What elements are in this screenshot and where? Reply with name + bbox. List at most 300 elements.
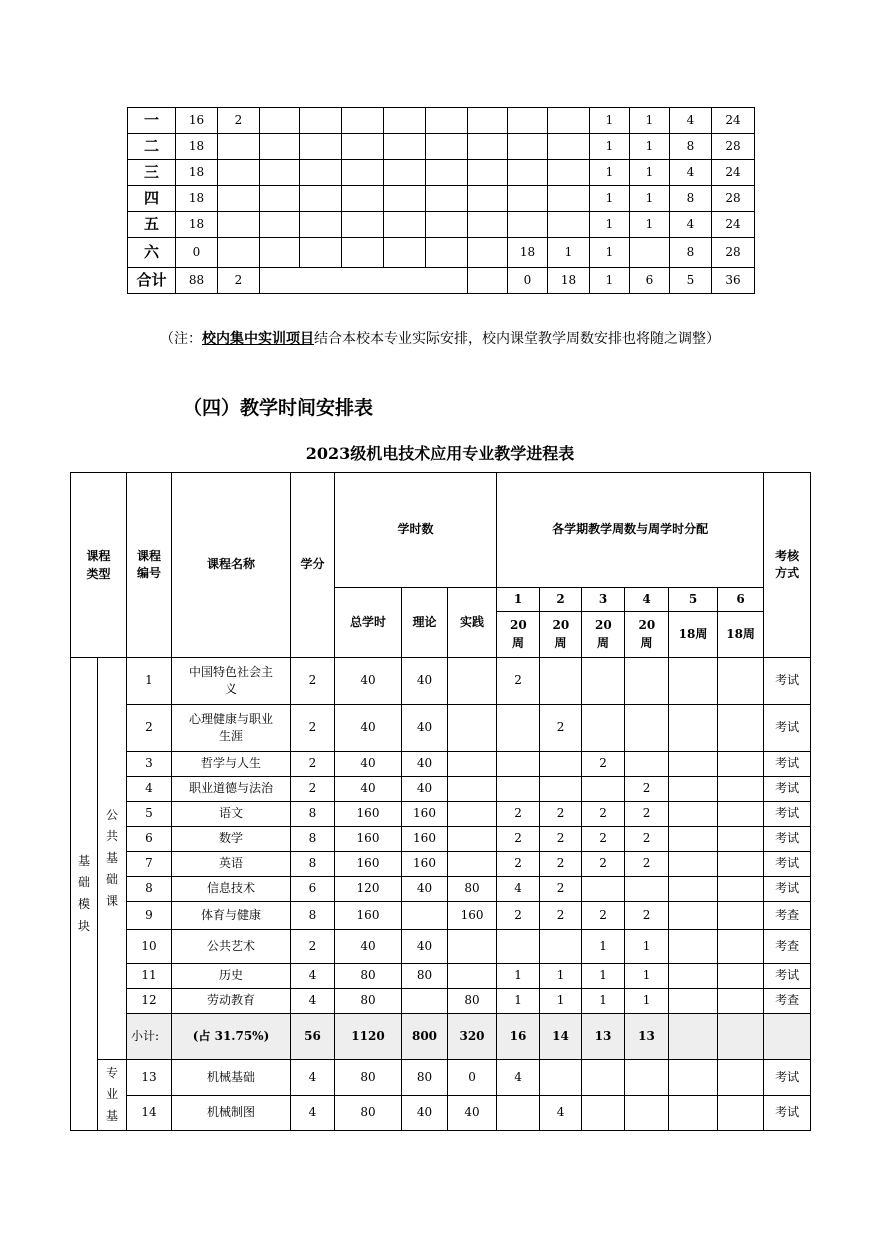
subtotal-semester-hours: 13 [625,1014,669,1060]
note-underlined: 校内集中实训项目 [202,331,314,347]
semester-hours: 4 [497,1060,540,1096]
course-practice-hours: 0 [448,1060,497,1096]
course-name: 心理健康与职业生涯 [172,705,291,752]
course-row [71,777,811,802]
semester-cell [508,186,548,212]
course-row [71,802,811,827]
course-code: 4 [127,777,172,802]
semester-row-label: 一 [128,108,176,134]
semester-num: 2 [540,588,582,612]
semester-cell [384,108,426,134]
semester-hours: 2 [582,802,625,827]
course-name: 体育与健康 [172,902,291,930]
course-theory-hours: 160 [402,852,448,877]
semester-cell [218,186,260,212]
course-name: 历史 [172,964,291,989]
semester-cell [218,160,260,186]
course-name: 机械制图 [172,1096,291,1131]
semester-hours: 1 [625,964,669,989]
course-total-hours: 80 [335,989,402,1014]
course-exam: 考试 [764,752,811,777]
total-cell: 88 [176,268,218,294]
semester-cell [426,160,468,186]
course-practice-hours: 80 [448,877,497,902]
header-total-hours: 总学时 [335,588,402,658]
semester-weeks [540,612,582,658]
header-category [71,473,127,658]
semester-cell: 1 [590,186,630,212]
semester-cell [260,160,300,186]
semester-hours [669,752,718,777]
semester-num: 6 [718,588,764,612]
semester-row [128,134,755,160]
course-code: 11 [127,964,172,989]
semester-weeks-text: 20周 [638,618,656,650]
semester-cell: 18 [176,134,218,160]
course-credits: 2 [291,930,335,964]
semester-cell: 28 [712,186,755,212]
semester-cell: 24 [712,212,755,238]
header-exam-text: 考核方式 [775,548,800,580]
semester-hours: 2 [582,902,625,930]
semester-hours: 2 [540,852,582,877]
course-code: 12 [127,989,172,1014]
semester-hours [669,658,718,705]
semester-row-label: 二 [128,134,176,160]
semester-hours [669,827,718,852]
semester-row [128,238,755,268]
course-theory-hours [402,989,448,1014]
semester-cell [384,186,426,212]
semester-cell [468,134,508,160]
subtotal-theory: 800 [402,1014,448,1060]
course-total-hours: 120 [335,877,402,902]
total-cell: 0 [508,268,548,294]
course-practice-hours [448,852,497,877]
semester-hours [540,777,582,802]
semester-hours: 2 [625,902,669,930]
course-theory-hours: 80 [402,1060,448,1096]
course-credits: 2 [291,705,335,752]
semester-cell [384,134,426,160]
semester-cell [300,108,342,134]
subtotal-semester-hours: 16 [497,1014,540,1060]
semester-hours: 2 [625,802,669,827]
course-theory-hours: 40 [402,705,448,752]
semester-cell [426,212,468,238]
semester-cell [548,212,590,238]
semester-hours [669,852,718,877]
header-code-text: 课程编号 [136,548,161,580]
semester-hours: 2 [582,752,625,777]
course-total-hours: 160 [335,852,402,877]
course-exam: 考试 [764,852,811,877]
course-exam: 考查 [764,989,811,1014]
subtotal-practice: 320 [448,1014,497,1060]
course-name: 信息技术 [172,877,291,902]
semester-hours: 1 [582,989,625,1014]
course-code: 3 [127,752,172,777]
semester-weeks-table [127,107,755,294]
semester-cell: 18 [176,160,218,186]
header-hours: 学时数 [335,473,497,588]
semester-cell [508,108,548,134]
semester-cell [508,160,548,186]
course-practice-hours: 80 [448,989,497,1014]
course-total-hours: 160 [335,802,402,827]
semester-row-label: 六 [128,238,176,268]
semester-cell [426,134,468,160]
semester-row-label: 四 [128,186,176,212]
semester-cell [426,238,468,268]
semester-cell: 1 [590,108,630,134]
subtotal-exam [764,1014,811,1060]
total-cell: 2 [218,268,260,294]
group-label [98,658,127,1060]
course-code: 9 [127,902,172,930]
semester-cell [218,212,260,238]
course-exam: 考试 [764,802,811,827]
semester-cell [218,238,260,268]
semester-row [128,160,755,186]
semester-cell: 1 [630,212,670,238]
module-label-text: 基础模块 [77,853,90,933]
course-code: 6 [127,827,172,852]
subtotal-semester-hours [718,1014,764,1060]
semester-hours [497,705,540,752]
course-code: 10 [127,930,172,964]
semester-cell [300,134,342,160]
semester-weeks-text: 20周 [595,618,612,650]
semester-hours [669,1060,718,1096]
semester-hours: 2 [582,852,625,877]
course-practice-hours [448,658,497,705]
semester-hours [669,930,718,964]
course-total-hours: 80 [335,964,402,989]
course-code: 1 [127,658,172,705]
semester-hours [582,658,625,705]
semester-hours [669,705,718,752]
semester-hours [669,902,718,930]
semester-weeks-text: 20周 [510,618,527,650]
total-cell: 18 [548,268,590,294]
semester-cell [260,238,300,268]
semester-hours [497,930,540,964]
header-name: 课程名称 [172,473,291,658]
course-row [71,877,811,902]
course-exam: 考试 [764,877,811,902]
semester-cell: 8 [670,134,712,160]
course-theory-hours: 40 [402,777,448,802]
course-total-hours: 40 [335,705,402,752]
course-row [71,827,811,852]
course-credits: 6 [291,877,335,902]
course-total-hours: 80 [335,1096,402,1131]
semester-hours: 2 [625,827,669,852]
section-heading: （四）教学时间安排表 [183,397,374,419]
semester-hours [625,877,669,902]
semester-cell [426,186,468,212]
semester-hours [718,802,764,827]
semester-hours: 1 [497,989,540,1014]
course-row [71,989,811,1014]
semester-hours: 2 [497,902,540,930]
semester-hours [625,1096,669,1131]
semester-cell [548,160,590,186]
semester-cell [342,212,384,238]
course-credits: 2 [291,752,335,777]
semester-hours [625,1060,669,1096]
semester-cell: 1 [590,212,630,238]
semester-cell [300,212,342,238]
semester-cell: 8 [670,186,712,212]
semester-hours [540,1060,582,1096]
semester-cell [384,212,426,238]
course-theory-hours: 40 [402,1096,448,1131]
semester-cell: 8 [670,238,712,268]
header-theory: 理论 [402,588,448,658]
semester-hours: 1 [582,964,625,989]
course-theory-hours: 40 [402,752,448,777]
semester-cell [548,186,590,212]
course-credits: 2 [291,658,335,705]
course-exam: 考查 [764,902,811,930]
course-row [71,930,811,964]
semester-cell [260,186,300,212]
semester-hours [669,877,718,902]
course-name: 英语 [172,852,291,877]
course-row [71,1060,811,1096]
header-code [127,473,172,658]
module-label [71,658,98,1131]
semester-row-label: 五 [128,212,176,238]
course-name: 中国特色社会主义 [172,658,291,705]
course-total-hours: 40 [335,777,402,802]
course-credits: 4 [291,964,335,989]
semester-hours: 2 [540,902,582,930]
semester-cell: 16 [176,108,218,134]
course-total-hours: 40 [335,930,402,964]
semester-hours [582,1096,625,1131]
course-code: 2 [127,705,172,752]
semester-cell [342,108,384,134]
semester-cell [468,108,508,134]
semester-cell [548,134,590,160]
semester-cell: 1 [590,134,630,160]
semester-hours: 4 [497,877,540,902]
semester-cell [384,160,426,186]
course-theory-hours: 160 [402,802,448,827]
course-row [71,852,811,877]
semester-row-label: 三 [128,160,176,186]
course-practice-hours [448,705,497,752]
total-cell: 5 [670,268,712,294]
semester-hours [497,777,540,802]
semester-hours: 2 [582,827,625,852]
semester-hours: 2 [497,658,540,705]
subtotal-note: (占 31.75%) [172,1014,291,1060]
semester-hours [669,802,718,827]
course-code: 5 [127,802,172,827]
course-practice-hours [448,964,497,989]
header-distribution: 各学期教学周数与周学时分配 [497,473,764,588]
semester-hours [718,852,764,877]
subtotal-total: 1120 [335,1014,402,1060]
semester-num: 1 [497,588,540,612]
semester-hours [718,752,764,777]
semester-hours: 2 [540,705,582,752]
semester-weeks: 18周 [718,612,764,658]
course-practice-hours [448,802,497,827]
semester-hours: 2 [497,852,540,877]
course-credits: 4 [291,1096,335,1131]
semester-hours: 2 [497,802,540,827]
semester-hours [718,1060,764,1096]
course-practice-hours [448,752,497,777]
header-credits: 学分 [291,473,335,658]
course-name: 劳动教育 [172,989,291,1014]
semester-cell: 28 [712,238,755,268]
semester-row [128,108,755,134]
semester-cell: 1 [630,108,670,134]
course-row [71,902,811,930]
semester-cell [342,238,384,268]
group-label-text: 公共基础课 [105,807,118,908]
semester-hours [718,902,764,930]
table-note [0,328,880,348]
semester-hours [625,752,669,777]
semester-hours [718,827,764,852]
semester-cell: 1 [630,160,670,186]
semester-cell [218,134,260,160]
semester-cell: 1 [630,134,670,160]
semester-hours [625,705,669,752]
course-credits: 8 [291,827,335,852]
semester-cell: 1 [590,160,630,186]
total-row [128,268,755,294]
semester-hours [669,989,718,1014]
semester-hours [718,705,764,752]
semester-hours [582,1060,625,1096]
header-exam [764,473,811,658]
course-theory-hours: 40 [402,658,448,705]
semester-weeks: 18周 [669,612,718,658]
semester-cell: 4 [670,160,712,186]
header-category-text: 课程类型 [86,549,111,581]
semester-cell: 1 [630,186,670,212]
semester-hours [718,658,764,705]
semester-hours [718,877,764,902]
course-total-hours: 80 [335,1060,402,1096]
semester-cell [342,186,384,212]
semester-hours [582,877,625,902]
course-theory-hours: 80 [402,964,448,989]
semester-hours [718,1096,764,1131]
course-name: 数学 [172,827,291,852]
semester-hours [540,752,582,777]
semester-hours [669,964,718,989]
course-row [71,752,811,777]
semester-cell: 1 [548,238,590,268]
subtotal-label: 小计: [127,1014,172,1060]
semester-hours [497,752,540,777]
course-code: 8 [127,877,172,902]
course-credits: 8 [291,802,335,827]
course-credits: 4 [291,1060,335,1096]
semester-num: 5 [669,588,718,612]
semester-weeks [625,612,669,658]
total-cell: 6 [630,268,670,294]
header-row [71,473,811,588]
semester-cell: 0 [176,238,218,268]
semester-cell: 1 [590,238,630,268]
course-code: 13 [127,1060,172,1096]
course-exam: 考试 [764,827,811,852]
semester-hours: 2 [540,802,582,827]
total-cell: 1 [590,268,630,294]
semester-weeks [582,612,625,658]
group-label-text: 专业基 [105,1065,118,1123]
semester-hours: 2 [497,827,540,852]
semester-hours: 1 [625,930,669,964]
semester-cell: 24 [712,160,755,186]
course-name: 职业道德与法治 [172,777,291,802]
semester-hours: 2 [625,852,669,877]
subtotal-credits: 56 [291,1014,335,1060]
course-total-hours: 40 [335,658,402,705]
course-code: 7 [127,852,172,877]
semester-hours [582,705,625,752]
course-exam: 考试 [764,777,811,802]
semester-cell [468,186,508,212]
subtotal-semester-hours [669,1014,718,1060]
semester-cell [548,108,590,134]
semester-cell: 2 [218,108,260,134]
course-exam: 考试 [764,658,811,705]
course-total-hours: 40 [335,752,402,777]
course-schedule-table [70,472,811,1131]
semester-hours: 1 [540,964,582,989]
semester-hours: 1 [540,989,582,1014]
course-code: 14 [127,1096,172,1131]
semester-cell [260,212,300,238]
semester-cell: 18 [176,212,218,238]
subtotal-row [71,1014,811,1060]
header-practice: 实践 [448,588,497,658]
semester-cell [384,238,426,268]
semester-weeks-text: 20周 [552,618,570,650]
semester-cell [468,212,508,238]
total-cell [468,268,508,294]
course-credits: 4 [291,989,335,1014]
course-theory-hours: 160 [402,827,448,852]
semester-cell: 18 [508,238,548,268]
table-title: 2023级机电技术应用专业教学进程表 [305,444,575,463]
course-practice-hours [448,827,497,852]
course-exam: 考试 [764,1060,811,1096]
semester-hours: 1 [497,964,540,989]
note-prefix: （注： [160,331,202,347]
course-exam: 考试 [764,705,811,752]
course-exam: 考试 [764,964,811,989]
semester-cell [508,134,548,160]
course-exam: 考查 [764,930,811,964]
course-practice-hours [448,930,497,964]
course-total-hours: 160 [335,827,402,852]
course-credits: 8 [291,852,335,877]
semester-cell: 4 [670,108,712,134]
course-credits: 2 [291,777,335,802]
